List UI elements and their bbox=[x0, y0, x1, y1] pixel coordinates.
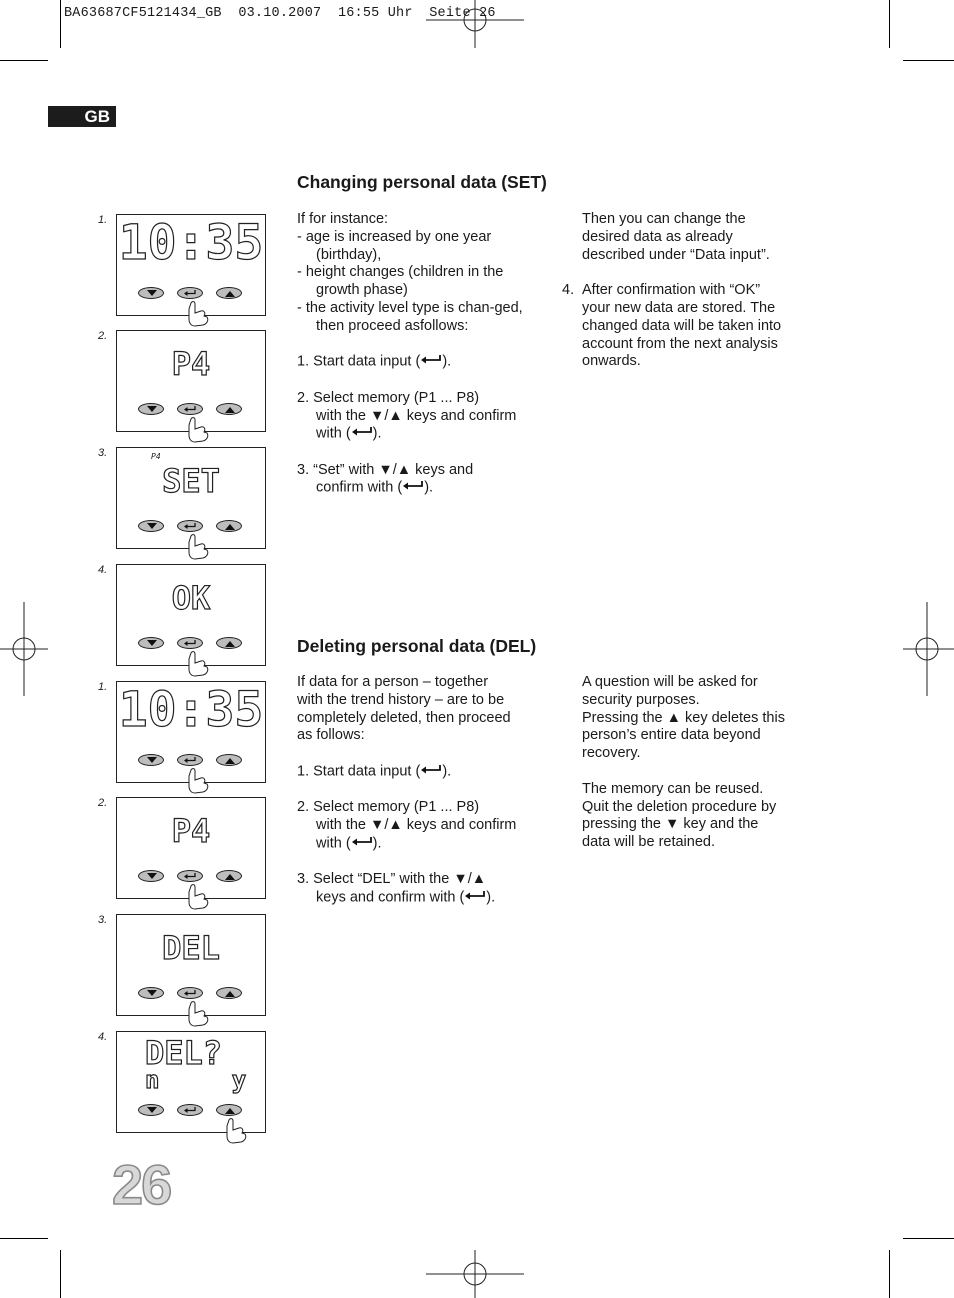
display-step-number: 3. bbox=[98, 914, 108, 926]
del-col2-line: recovery. bbox=[582, 745, 641, 762]
del-col2-line: data will be retained. bbox=[582, 834, 715, 851]
set-step-2-line: with the ▼/▲ keys and confirm bbox=[316, 407, 517, 424]
lcd-button-row bbox=[117, 754, 265, 768]
crop-mark bbox=[889, 1250, 890, 1298]
del-intro-line: If data for a person – together bbox=[297, 674, 489, 690]
enter-button bbox=[177, 1104, 203, 1116]
lcd-button-row bbox=[117, 520, 265, 534]
del-col2-line: A question will be asked for bbox=[582, 674, 758, 690]
enter-key-icon bbox=[351, 425, 373, 443]
enter-button bbox=[177, 870, 203, 882]
display-step-number: 4. bbox=[98, 1031, 108, 1043]
down-arrow-button bbox=[138, 287, 164, 299]
up-arrow-button bbox=[216, 520, 242, 532]
pointing-hand-icon bbox=[187, 651, 211, 677]
set-step-2: 2. Select memory (P1 ... P8) bbox=[297, 389, 480, 406]
down-arrow-button bbox=[138, 1104, 164, 1116]
lcd-button-row bbox=[117, 287, 265, 301]
up-arrow-button bbox=[216, 1104, 242, 1116]
set-col2-line: Then you can change the bbox=[582, 211, 746, 227]
lcd-text: DEL bbox=[162, 929, 220, 967]
lcd-small-label: P4 bbox=[151, 452, 161, 461]
down-arrow-button bbox=[138, 403, 164, 415]
enter-key-icon bbox=[420, 763, 442, 781]
set-step-4: 4. After confirmation with “OK” your new data are stored. The changed data will be taken into account from the next analysis onwards. bbox=[562, 282, 782, 370]
del-col2-line: security purposes. bbox=[582, 691, 700, 708]
lcd-display bbox=[116, 447, 266, 549]
del-col2-line: Pressing the ▲ key deletes this bbox=[582, 709, 785, 726]
del-step-3-line: keys and confirm with ( ). bbox=[316, 889, 496, 906]
lcd-button-row bbox=[117, 987, 265, 1001]
lcd-display bbox=[116, 564, 266, 666]
set-bullet: - the activity level type is chan-ged, then proceed asfollows: bbox=[297, 299, 523, 334]
set-bullet: - age is increased by one year (birthday), bbox=[297, 228, 492, 263]
set-step-2-line: with ( ). bbox=[316, 426, 382, 443]
down-arrow-button bbox=[138, 637, 164, 649]
lcd-button-row bbox=[117, 637, 265, 651]
del-step-1: 1. Start data input ( ). bbox=[297, 763, 452, 780]
pointing-hand-icon bbox=[187, 768, 211, 794]
del-intro-line: completely deleted, then proceed bbox=[297, 709, 511, 726]
enter-key-icon bbox=[420, 353, 442, 371]
down-arrow-button bbox=[138, 754, 164, 766]
del-step-2: 2. Select memory (P1 ... P8) bbox=[297, 799, 480, 816]
set-step-3-line: confirm with ( ). bbox=[316, 480, 434, 497]
down-arrow-button bbox=[138, 520, 164, 532]
lcd-text: 10:35 bbox=[118, 682, 264, 738]
enter-key-icon bbox=[464, 889, 486, 907]
lcd-display bbox=[116, 330, 266, 432]
crop-mark bbox=[60, 1250, 61, 1298]
enter-key-icon bbox=[351, 835, 373, 853]
enter-button bbox=[177, 637, 203, 649]
del-col2-line: The memory can be reused. bbox=[582, 780, 764, 797]
set-step-1: 1. Start data input ( ). bbox=[297, 354, 452, 371]
lcd-text-line-2: n y bbox=[145, 1066, 247, 1094]
crop-mark bbox=[60, 0, 61, 48]
set-column-1 bbox=[297, 211, 547, 498]
display-step-number: 2. bbox=[98, 797, 108, 809]
set-step-3: 3. “Set” with ▼/▲ keys and bbox=[297, 461, 474, 478]
language-badge: GB bbox=[48, 106, 116, 127]
lcd-text: SET bbox=[162, 462, 220, 500]
enter-button bbox=[177, 520, 203, 532]
lcd-display bbox=[116, 214, 266, 316]
enter-key-icon bbox=[402, 479, 424, 497]
lcd-button-row bbox=[117, 870, 265, 884]
lcd-button-row bbox=[117, 1104, 265, 1118]
enter-button bbox=[177, 287, 203, 299]
lcd-button-row bbox=[117, 403, 265, 417]
up-arrow-button bbox=[216, 870, 242, 882]
set-column-2 bbox=[562, 211, 812, 371]
enter-button bbox=[177, 754, 203, 766]
registration-mark-bottom bbox=[426, 1250, 524, 1298]
lcd-text: 10:35 bbox=[118, 215, 264, 271]
del-intro-line: as follows: bbox=[297, 727, 365, 744]
pointing-hand-icon bbox=[187, 884, 211, 910]
lcd-display bbox=[116, 914, 266, 1016]
pointing-hand-icon bbox=[187, 417, 211, 443]
del-step-3: 3. Select “DEL” with the ▼/▲ bbox=[297, 871, 487, 888]
up-arrow-button bbox=[216, 754, 242, 766]
up-arrow-button bbox=[216, 403, 242, 415]
display-step-number: 1. bbox=[98, 214, 108, 226]
display-step-number: 3. bbox=[98, 447, 108, 459]
crop-mark bbox=[889, 0, 890, 48]
del-col2-line: Quit the deletion procedure by bbox=[582, 798, 777, 815]
pointing-hand-icon bbox=[187, 1001, 211, 1027]
set-col2-line: described under “Data input”. bbox=[582, 246, 770, 263]
print-header: BA63687CF5121434_GB 03.10.2007 16:55 Uhr Seite 26 bbox=[64, 6, 496, 21]
crop-mark bbox=[903, 1238, 954, 1239]
pointing-hand-icon bbox=[225, 1118, 249, 1144]
lcd-display bbox=[116, 797, 266, 899]
display-step-number: 1. bbox=[98, 681, 108, 693]
del-column-2 bbox=[582, 674, 822, 852]
up-arrow-button bbox=[216, 287, 242, 299]
lcd-text: OK bbox=[171, 579, 211, 617]
crop-mark bbox=[903, 60, 954, 61]
lcd-text: DEL? bbox=[145, 1034, 223, 1072]
lcd-display bbox=[116, 1031, 266, 1133]
lcd-text: P4 bbox=[171, 345, 211, 383]
registration-mark-right bbox=[903, 602, 954, 696]
del-col2-line: person’s entire data beyond bbox=[582, 727, 761, 744]
del-step-2-line: with the ▼/▲ keys and confirm bbox=[316, 817, 517, 834]
del-section-title: Deleting personal data (DEL) bbox=[297, 636, 537, 656]
del-intro-line: with the trend history – are to be bbox=[297, 691, 505, 708]
down-arrow-button bbox=[138, 987, 164, 999]
pointing-hand-icon bbox=[187, 301, 211, 327]
up-arrow-button bbox=[216, 987, 242, 999]
enter-button bbox=[177, 987, 203, 999]
del-step-2-line: with ( ). bbox=[316, 835, 382, 852]
pointing-hand-icon bbox=[187, 534, 211, 560]
page-number: 26 bbox=[112, 1153, 171, 1216]
crop-mark bbox=[0, 60, 48, 61]
lcd-display bbox=[116, 681, 266, 783]
del-column-1 bbox=[297, 674, 547, 908]
set-intro: If for instance: bbox=[297, 211, 389, 227]
enter-button bbox=[177, 403, 203, 415]
set-bullet: - height changes (children in the growth phase) bbox=[297, 264, 504, 299]
crop-mark bbox=[0, 1238, 48, 1239]
display-step-number: 2. bbox=[98, 330, 108, 342]
del-col2-line: pressing the ▼ key and the bbox=[582, 816, 759, 833]
up-arrow-button bbox=[216, 637, 242, 649]
registration-mark-left bbox=[0, 602, 48, 696]
lcd-text: P4 bbox=[171, 812, 211, 850]
set-col2-line: desired data as already bbox=[582, 228, 733, 245]
down-arrow-button bbox=[138, 870, 164, 882]
display-step-number: 4. bbox=[98, 564, 108, 576]
set-section-title: Changing personal data (SET) bbox=[297, 172, 547, 192]
